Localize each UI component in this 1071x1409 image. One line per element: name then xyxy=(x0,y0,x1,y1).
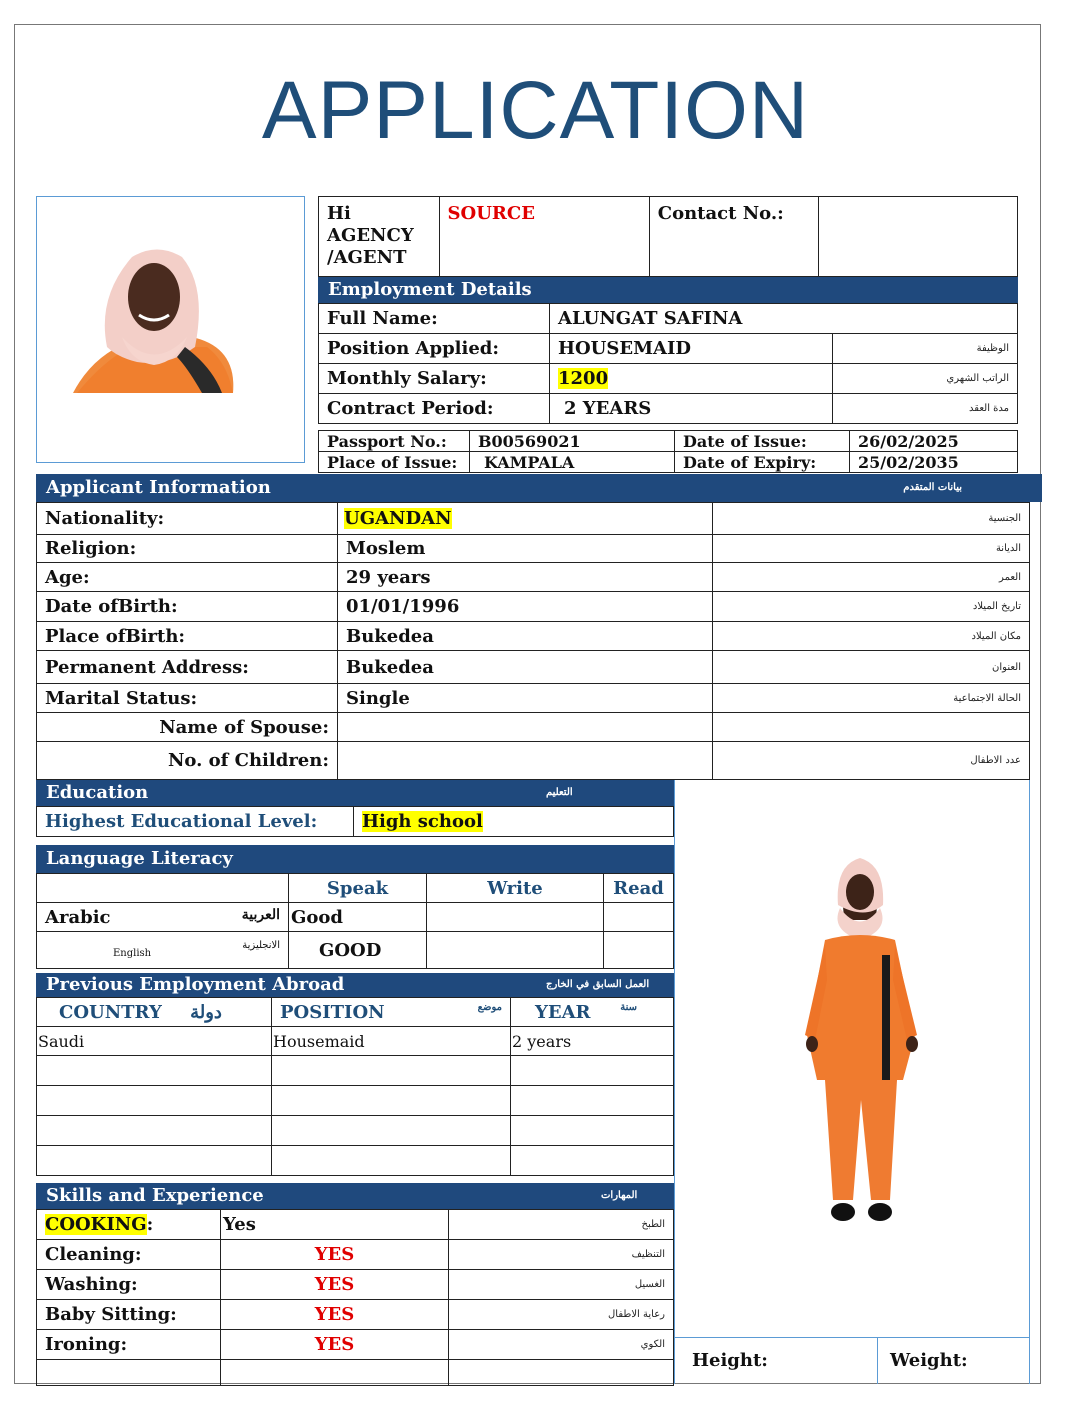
applicant-field-value: Single xyxy=(346,687,410,709)
previous-employment-row xyxy=(37,1116,674,1146)
page-title: APPLICATION xyxy=(261,65,810,156)
contract-label: Contract Period: xyxy=(319,394,550,424)
position-arabic: الوظيفة xyxy=(833,334,1018,364)
read-header: Read xyxy=(604,874,674,903)
expiry-date-value: 25/02/2035 xyxy=(850,452,1018,473)
language-section-header: Language Literacy xyxy=(36,845,674,873)
applicant-field-arabic xyxy=(713,713,1030,742)
previous-year-cell xyxy=(511,1056,674,1086)
skill-row xyxy=(37,1300,674,1330)
contact-value xyxy=(819,197,1018,277)
applicant-field-value: Bukedea xyxy=(346,656,434,678)
applicant-field-label: Place ofBirth: xyxy=(37,622,338,651)
education-level-value: High school xyxy=(362,811,483,832)
previous-year-cell xyxy=(511,1116,674,1146)
employment-section-header: Employment Details xyxy=(318,277,1018,303)
arabic-write xyxy=(427,903,604,932)
arabic-read xyxy=(604,903,674,932)
applicant-section-arabic: بيانات المتقدم xyxy=(903,482,962,493)
skill-label: Baby Sitting: xyxy=(45,1304,177,1325)
previous-year-cell xyxy=(511,1146,674,1176)
applicant-field-label: Marital Status: xyxy=(37,684,338,713)
salary-label: Monthly Salary: xyxy=(319,364,550,394)
applicant-field-value: Moslem xyxy=(346,538,426,559)
skill-arabic: الطبخ xyxy=(449,1210,674,1240)
skill-row: COOKING: Yes الطبخ xyxy=(37,1210,674,1240)
applicant-row xyxy=(37,592,1030,622)
agency-value: SOURCE xyxy=(439,197,649,277)
contract-arabic: مدة العقد xyxy=(833,394,1018,424)
skill-row xyxy=(37,1270,674,1300)
expiry-date-label: Date of Expiry: xyxy=(675,452,850,473)
applicant-field-label: Religion: xyxy=(37,535,338,563)
language-table xyxy=(36,873,674,969)
skill-label: Ironing: xyxy=(45,1334,128,1355)
applicant-field-value: 29 years xyxy=(346,566,431,588)
applicant-section-header xyxy=(36,474,1042,502)
applicant-row xyxy=(37,535,1030,563)
language-row-english xyxy=(37,932,289,969)
contract-value: 2 YEARS xyxy=(550,394,833,424)
previous-position-cell xyxy=(272,1056,511,1086)
language-name: Arabic xyxy=(45,906,111,928)
body-measurements-table xyxy=(674,1337,1030,1384)
education-section-header xyxy=(36,780,674,806)
skills-section-header xyxy=(36,1183,674,1209)
skill-value: Yes xyxy=(221,1210,449,1240)
previous-employment-row xyxy=(37,1146,674,1176)
applicant-field-arabic: العنوان xyxy=(713,651,1030,684)
applicant-row xyxy=(37,651,1030,684)
passport-no-label: Passport No.: xyxy=(319,431,470,452)
write-header: Write xyxy=(427,874,604,903)
skill-label: Washing: xyxy=(45,1274,138,1295)
salary-value: 1200 xyxy=(558,368,609,389)
full-name-label: Full Name: xyxy=(319,304,550,334)
portrait-photo xyxy=(37,197,303,461)
previous-country-cell xyxy=(37,1056,272,1086)
full-body-photo-frame xyxy=(674,780,1030,1384)
english-write xyxy=(427,932,604,969)
education-table xyxy=(36,806,674,837)
full-name-value: ALUNGAT SAFINA xyxy=(550,304,1018,334)
skill-value: YES xyxy=(221,1240,449,1270)
contact-label: Contact No.: xyxy=(649,197,819,277)
skill-label: Cleaning: xyxy=(45,1244,142,1265)
place-of-issue-value: KAMPALA xyxy=(470,452,675,473)
skills-section-arabic: المهارات xyxy=(601,1190,638,1201)
previous-employment-row xyxy=(37,1056,674,1086)
place-of-issue-label: Place of Issue: xyxy=(319,452,470,473)
previous-position-cell xyxy=(272,1086,511,1116)
skill-row xyxy=(37,1240,674,1270)
education-section-arabic: التعليم xyxy=(546,787,573,798)
agency-table xyxy=(318,196,1018,277)
salary-arabic: الراتب الشهري xyxy=(833,364,1018,394)
height-label: Height: xyxy=(674,1338,878,1384)
language-name: English xyxy=(113,947,152,959)
country-header: COUNTRY دولة xyxy=(37,998,272,1027)
applicant-field-label: Nationality: xyxy=(37,503,338,535)
applicant-row xyxy=(37,713,1030,742)
skill-value: YES xyxy=(221,1270,449,1300)
applicant-row xyxy=(37,742,1030,780)
agency-label: Hi AGENCY /AGENT xyxy=(319,197,440,277)
applicant-field-arabic: مكان الميلاد xyxy=(713,622,1030,651)
applicant-field-value: UGANDAN xyxy=(344,508,452,529)
previous-position-cell: Housemaid xyxy=(272,1027,511,1056)
position-value: HOUSEMAID xyxy=(550,334,833,364)
applicant-field-label: No. of Children: xyxy=(37,742,338,780)
skill-row xyxy=(37,1330,674,1360)
applicant-field-value: Bukedea xyxy=(346,625,434,647)
previous-position-cell xyxy=(272,1116,511,1146)
issue-date-label: Date of Issue: xyxy=(675,431,850,452)
applicant-row xyxy=(37,563,1030,592)
applicant-row xyxy=(37,684,1030,713)
previous-section-title: Previous Employment Abroad xyxy=(46,974,345,995)
skill-arabic: رعاية الاطفال xyxy=(449,1300,674,1330)
previous-employment-row xyxy=(37,1086,674,1116)
skill-arabic: التنظيف xyxy=(449,1240,674,1270)
applicant-field-label: Date ofBirth: xyxy=(37,592,338,622)
previous-country-cell xyxy=(37,1116,272,1146)
employment-table xyxy=(318,303,1018,424)
skills-section-title: Skills and Experience xyxy=(46,1185,264,1206)
year-header: YEAR سنة xyxy=(511,998,674,1027)
previous-position-cell xyxy=(272,1146,511,1176)
previous-year-cell xyxy=(511,1086,674,1116)
applicant-row xyxy=(37,622,1030,651)
applicant-field-arabic: الحالة الاجتماعية xyxy=(713,684,1030,713)
issue-date-value: 26/02/2025 xyxy=(850,431,1018,452)
applicant-field-arabic: تاريخ الميلاد xyxy=(713,592,1030,622)
applicant-field-arabic: الديانة xyxy=(713,535,1030,563)
education-level-label: Highest Educational Level: xyxy=(37,807,354,837)
skill-arabic: الكوي xyxy=(449,1330,674,1360)
language-name-arabic: الانجليزية xyxy=(242,939,280,951)
education-section-title: Education xyxy=(46,782,149,803)
arabic-speak: Good xyxy=(289,903,427,932)
speak-header: Speak xyxy=(289,874,427,903)
previous-year-cell: 2 years xyxy=(511,1027,674,1056)
passport-no-value: B00569021 xyxy=(470,431,675,452)
applicant-field-label: Name of Spouse: xyxy=(37,713,338,742)
applicant-row xyxy=(37,503,1030,535)
english-speak: GOOD xyxy=(289,932,427,969)
applicant-field-arabic: العمر xyxy=(713,563,1030,592)
previous-section-arabic: العمل السابق في الخارج xyxy=(546,979,650,990)
position-header: POSITION موضع xyxy=(272,998,511,1027)
language-name-arabic: العربية xyxy=(241,906,280,923)
applicant-field-arabic: عدد الاطفال xyxy=(713,742,1030,780)
skill-label: COOKING xyxy=(45,1214,147,1235)
previous-table xyxy=(36,997,674,1176)
applicant-field-label: Age: xyxy=(37,563,338,592)
skill-value: YES xyxy=(221,1330,449,1360)
previous-country-cell xyxy=(37,1086,272,1116)
applicant-field-value: 01/01/1996 xyxy=(346,596,460,617)
applicant-field-label: Permanent Address: xyxy=(37,651,338,684)
passport-table xyxy=(318,430,1018,473)
skills-table xyxy=(36,1209,674,1386)
weight-label: Weight: xyxy=(890,1350,968,1372)
language-row-arabic xyxy=(37,903,289,932)
previous-country-cell xyxy=(37,1146,272,1176)
skill-arabic: الغسيل xyxy=(449,1270,674,1300)
full-body-photo xyxy=(675,780,1031,1335)
position-label: Position Applied: xyxy=(319,334,550,364)
applicant-table xyxy=(36,502,1030,780)
applicant-field-arabic: الجنسية xyxy=(713,503,1030,535)
previous-employment-row xyxy=(37,1027,674,1056)
skill-value: YES xyxy=(221,1300,449,1330)
applicant-section-title: Applicant Information xyxy=(46,477,271,498)
previous-section-header xyxy=(36,973,674,997)
portrait-photo-frame xyxy=(36,196,305,463)
previous-country-cell: Saudi xyxy=(37,1027,272,1056)
english-read xyxy=(604,932,674,969)
